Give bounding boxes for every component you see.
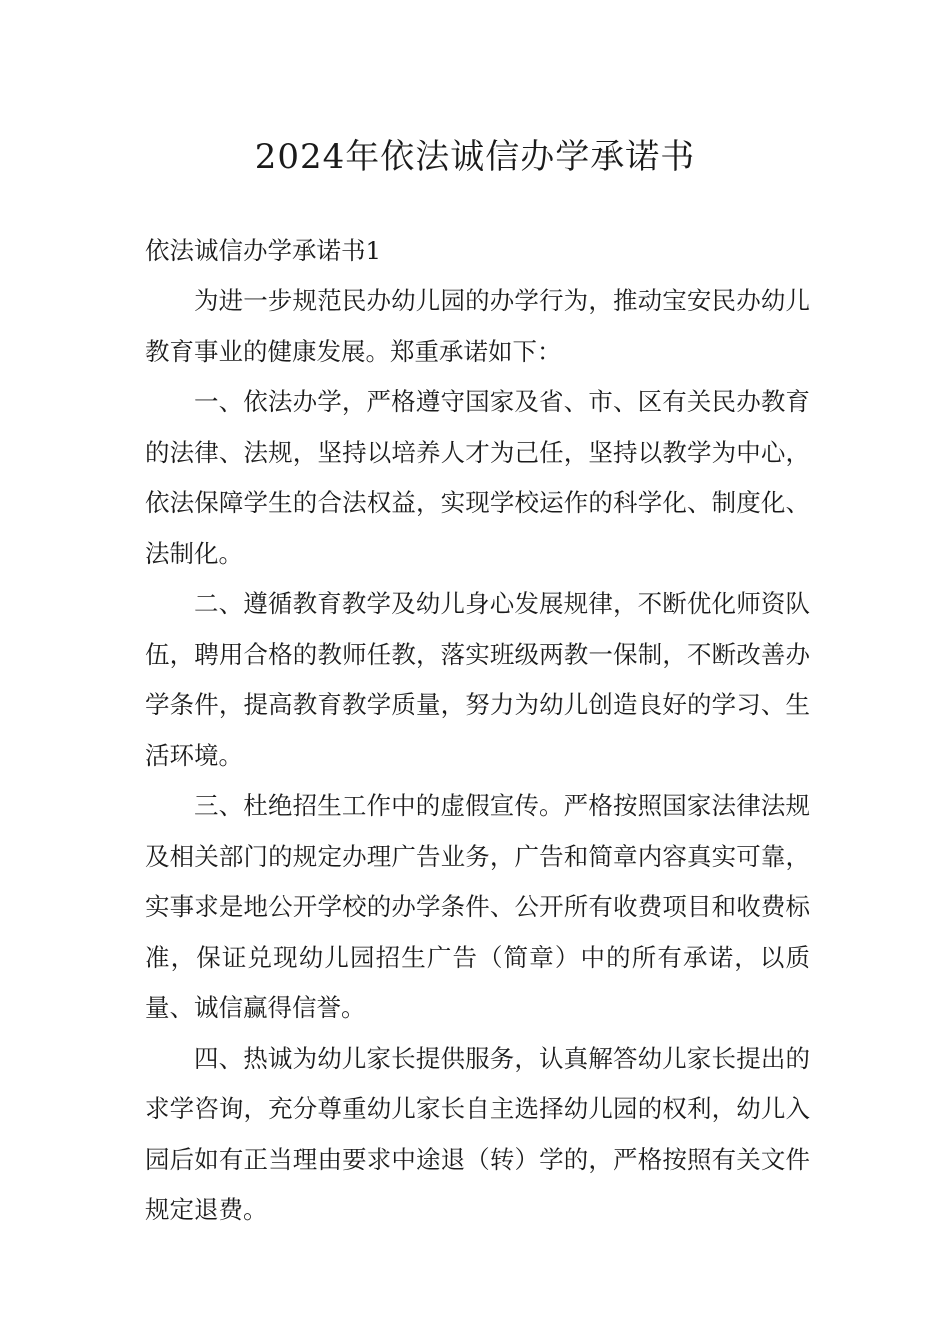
paragraph-item-1: 一、依法办学，严格遵守国家及省、市、区有关民办教育的法律、法规，坚持以培养人才为己任，坚持以教学为中心，依法保障学生的合法权益，实现学校运作的科学化、制度化、法制化。 (145, 387, 810, 568)
paragraph-item-2: 二、遵循教育教学及幼儿身心发展规律，不断优化师资队伍，聘用合格的教师任教，落实班级两教一保制，不断改善办学条件，提高教育教学质量，努力为幼儿创造良好的学习、生活环境。 (145, 589, 810, 770)
document-title: 2024年依法诚信办学承诺书 (254, 137, 696, 177)
document-body (145, 276, 810, 1236)
paragraph-item-3: 三、杜绝招生工作中的虚假宣传。严格按照国家法律法规及相关部门的规定办理广告业务，广告和简章内容真实可靠，实事求是地公开学校的办学条件、公开所有收费项目和收费标准，保证兑现幼儿园招生广告（简章）中的所有承诺，以质量、诚信赢得信誉。 (145, 791, 810, 1022)
section-heading: 依法诚信办学承诺书1 (145, 236, 382, 265)
paragraph-item-4: 四、热诚为幼儿家长提供服务，认真解答幼儿家长提出的求学咨询，充分尊重幼儿家长自主选择幼儿园的权利，幼儿入园后如有正当理由要求中途退（转）学的，严格按照有关文件规定退费。 (145, 1043, 810, 1224)
paragraph-intro: 为进一步规范民办幼儿园的办学行为，推动宝安民办幼儿教育事业的健康发展。郑重承诺如下： (145, 286, 810, 366)
